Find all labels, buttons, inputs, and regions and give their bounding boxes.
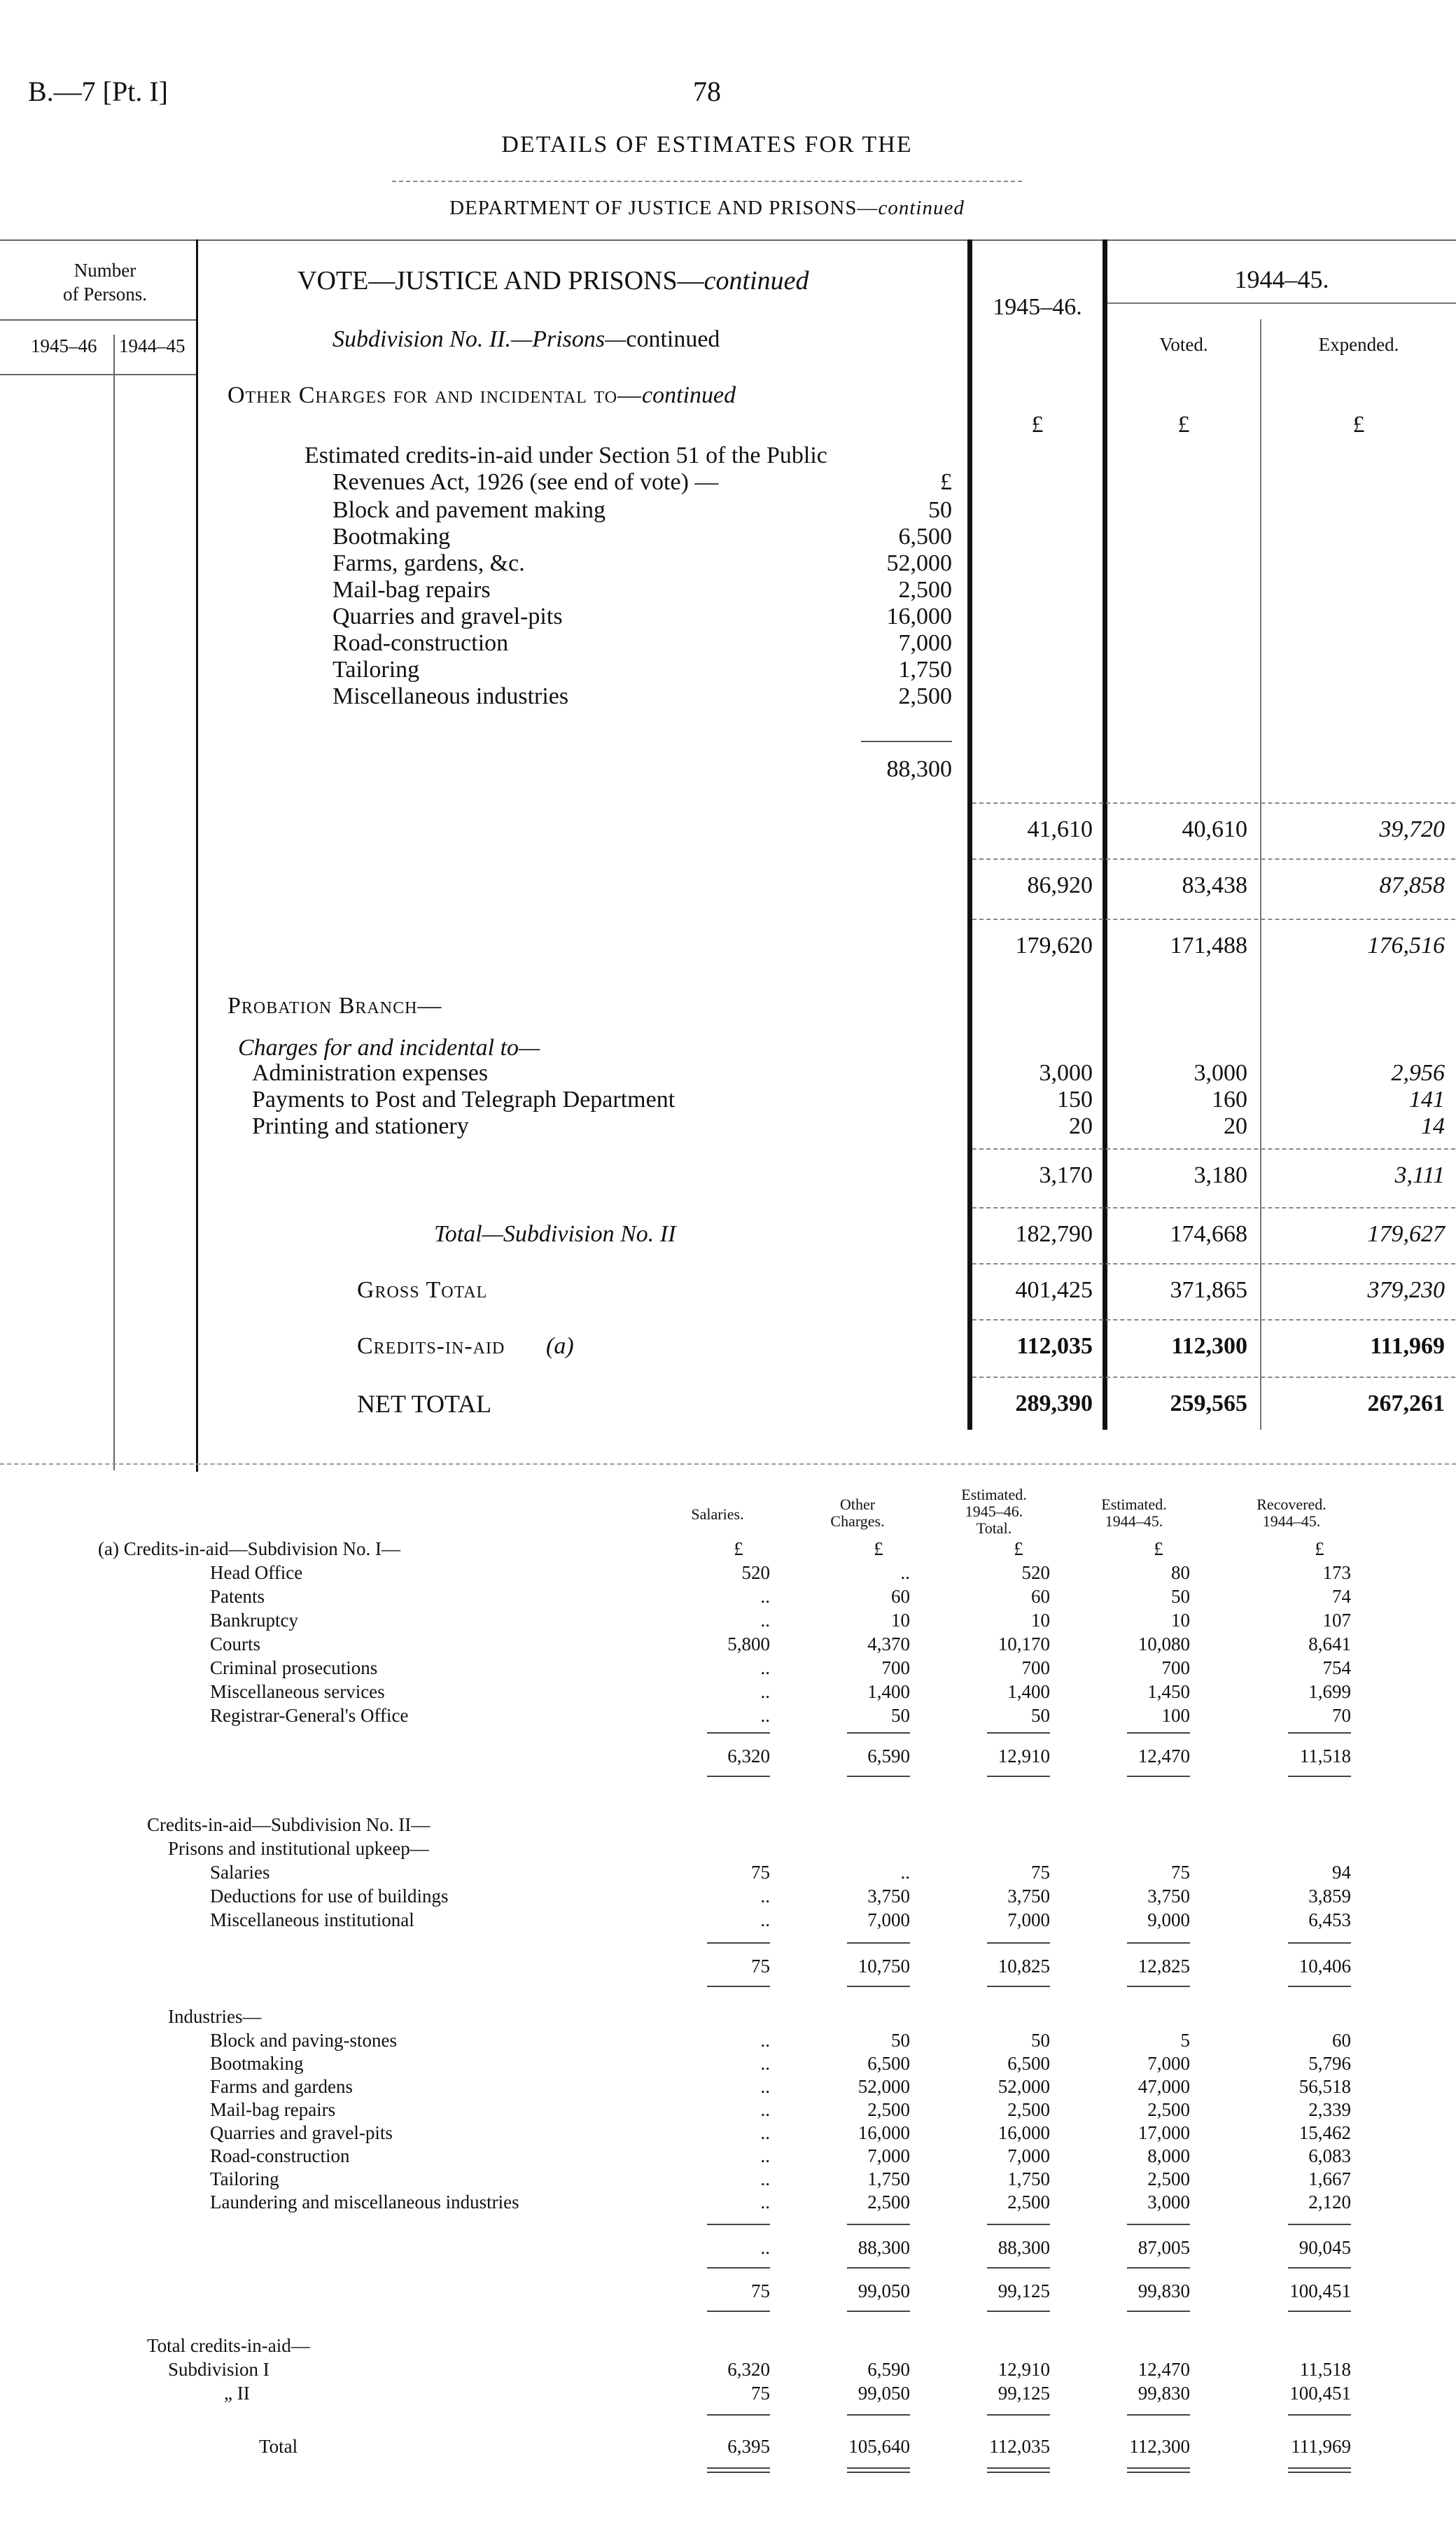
fn-industries-row-e44: 8,000 bbox=[1147, 2145, 1190, 2166]
fn-sub1-row-e44: 50 bbox=[1171, 1586, 1190, 1607]
fn-total-row-oth: 99,050 bbox=[858, 2383, 910, 2404]
credit-item-label: Miscellaneous industries bbox=[332, 683, 569, 709]
header-1944-45: 1944–45. bbox=[1234, 265, 1329, 293]
fn-sub1-row-rec: 74 bbox=[1332, 1586, 1351, 1607]
fn-sub1-row-est: 520 bbox=[1021, 1562, 1050, 1583]
page-reference: B.—7 [Pt. I] bbox=[28, 76, 168, 107]
fn-pound-oth: £ bbox=[874, 1538, 883, 1559]
fn-prisons-total-oth: 10,750 bbox=[858, 1956, 910, 1977]
fn-sub1-row-oth: 10 bbox=[891, 1610, 910, 1631]
fn-sub2-total-oth: 99,050 bbox=[858, 2280, 910, 2301]
credit-item-label: Quarries and gravel-pits bbox=[332, 604, 563, 629]
gross-total-label: Gross Total bbox=[357, 1277, 488, 1303]
fn-grand-est: 112,035 bbox=[989, 2436, 1050, 2457]
fn-prisons-row-e44: 3,750 bbox=[1147, 1886, 1190, 1907]
fn-sub1-row-est: 700 bbox=[1021, 1657, 1050, 1678]
fn-header-est-year: 1945–46. bbox=[965, 1503, 1023, 1520]
fn-sub1-row-sal: .. bbox=[760, 1610, 770, 1631]
fn-sub1-row-e44: 700 bbox=[1161, 1657, 1190, 1678]
credit-item-value: 1,750 bbox=[898, 657, 952, 683]
fn-total-row-oth: 6,590 bbox=[867, 2359, 910, 2380]
fn-industries-row-label: Road-construction bbox=[210, 2145, 350, 2166]
fn-sub1-row-label: Miscellaneous services bbox=[210, 1681, 385, 1702]
fn-prisons-row-oth: 7,000 bbox=[867, 1909, 910, 1930]
fn-header-estimated-44-year: 1944–45. bbox=[1105, 1512, 1163, 1530]
fn-sub1-row-oth: 1,400 bbox=[867, 1681, 910, 1702]
fn-prisons-total-est: 10,825 bbox=[997, 1956, 1050, 1977]
fn-industries-row-e44: 17,000 bbox=[1138, 2122, 1190, 2143]
fn-total-row-label: „ II bbox=[224, 2383, 250, 2404]
fn-sub1-row-oth: .. bbox=[900, 1562, 910, 1583]
fn-industries-row-label: Block and paving-stones bbox=[210, 2030, 397, 2051]
credit-item-value: 52,000 bbox=[886, 550, 952, 576]
fn-prisons-row-sal: 75 bbox=[751, 1862, 770, 1883]
subtotal-expended: 39,720 bbox=[1379, 816, 1445, 842]
fn-industries-row-oth: 6,500 bbox=[867, 2053, 910, 2074]
fn-prisons-row-est: 75 bbox=[1031, 1862, 1050, 1883]
fn-sub1-row-sal: .. bbox=[760, 1681, 770, 1702]
fn-sub2-total-e44: 99,830 bbox=[1138, 2280, 1190, 2301]
fn-sub2-total-est: 99,125 bbox=[997, 2280, 1050, 2301]
fn-pound-e44: £ bbox=[1154, 1538, 1163, 1559]
fn-prisons-row-est: 3,750 bbox=[1007, 1886, 1050, 1907]
fn-industries-row-oth: 7,000 bbox=[867, 2145, 910, 2166]
credits-in-aid-label: Credits-in-aid bbox=[357, 1333, 505, 1359]
credits-intro-line2: Revenues Act, 1926 (see end of vote) — bbox=[332, 469, 719, 495]
year-1945-46-header: 1945–46 bbox=[31, 335, 97, 356]
subdiv-voted: 174,668 bbox=[1170, 1221, 1247, 1247]
fn-prisons-label: Prisons and institutional upkeep— bbox=[168, 1838, 429, 1859]
credit-item-label: Farms, gardens, &c. bbox=[332, 550, 525, 576]
subtotal-expended: 176,516 bbox=[1367, 933, 1445, 959]
fn-sub1-row-est: 60 bbox=[1031, 1586, 1050, 1607]
fn-prisons-row-est: 7,000 bbox=[1007, 1909, 1050, 1930]
fn-sub1-row-e44: 80 bbox=[1171, 1562, 1190, 1583]
fn-industries-row-rec: 5,796 bbox=[1308, 2053, 1351, 2074]
fn-sub1-total-oth: 6,590 bbox=[867, 1746, 910, 1767]
fn-sub2-total-sal: 75 bbox=[751, 2280, 770, 2301]
credits-pound: £ bbox=[940, 469, 952, 495]
fn-industries-row-sal: .. bbox=[760, 2053, 770, 2074]
probation-item-voted: 20 bbox=[1224, 1113, 1247, 1139]
credits-expended: 111,969 bbox=[1370, 1333, 1445, 1359]
fn-sub1-row-sal: .. bbox=[760, 1705, 770, 1726]
subdiv-1945: 182,790 bbox=[1015, 1221, 1093, 1247]
number-header: Number bbox=[74, 260, 136, 281]
fn-industries-row-rec: 56,518 bbox=[1298, 2076, 1351, 2097]
credits-in-aid-note: (a) bbox=[546, 1333, 574, 1359]
fn-total-label: Total credits-in-aid— bbox=[147, 2335, 310, 2356]
fn-grand-oth: 105,640 bbox=[848, 2436, 910, 2457]
fn-sub1-row-est: 10 bbox=[1031, 1610, 1050, 1631]
fn-grand-label: Total bbox=[259, 2436, 298, 2457]
subtotal-1945: 179,620 bbox=[1015, 933, 1093, 959]
subtotal-1945: 86,920 bbox=[1027, 872, 1093, 898]
department-title: DEPARTMENT OF JUSTICE AND PRISONS—continued bbox=[449, 197, 965, 219]
fn-sub1-row-e44: 10,080 bbox=[1138, 1633, 1190, 1654]
fn-industries-row-est: 1,750 bbox=[1007, 2168, 1050, 2189]
fn-industries-row-e44: 3,000 bbox=[1147, 2192, 1190, 2213]
probation-heading: Probation Branch— bbox=[227, 993, 442, 1019]
probation-item-expended: 14 bbox=[1421, 1113, 1445, 1139]
other-charges-heading: Other Charges for and incidental to—continued bbox=[227, 382, 736, 408]
fn-industries-row-e44: 47,000 bbox=[1138, 2076, 1190, 2097]
fn-industries-row-rec: 2,120 bbox=[1308, 2192, 1351, 2213]
fn-sub2-total-rec: 100,451 bbox=[1289, 2280, 1351, 2301]
subtotal-voted: 83,438 bbox=[1182, 872, 1247, 898]
fn-sub1-row-e44: 100 bbox=[1161, 1705, 1190, 1726]
year-1944-45-header: 1944–45 bbox=[119, 335, 186, 356]
fn-industries-row-e44: 7,000 bbox=[1147, 2053, 1190, 2074]
fn-pound-rec: £ bbox=[1315, 1538, 1324, 1559]
divider-1944 bbox=[1102, 239, 1107, 1430]
credit-item-label: Mail-bag repairs bbox=[332, 577, 491, 603]
fn-prisons-row-e44: 9,000 bbox=[1147, 1909, 1190, 1930]
subtotal-expended: 87,858 bbox=[1379, 872, 1445, 898]
fn-header-recovered-year: 1944–45. bbox=[1262, 1512, 1321, 1530]
fn-prisons-total-rec: 10,406 bbox=[1298, 1956, 1351, 1977]
credits-1945: 112,035 bbox=[1016, 1333, 1093, 1359]
fn-total-row-sal: 6,320 bbox=[727, 2359, 770, 2380]
fn-industries-row-e44: 2,500 bbox=[1147, 2168, 1190, 2189]
fn-sub1-row-rec: 70 bbox=[1332, 1705, 1351, 1726]
fn-sub1-row-label: Criminal prosecutions bbox=[210, 1657, 378, 1678]
fn-industries-row-label: Quarries and gravel-pits bbox=[210, 2122, 393, 2143]
fn-industries-row-rec: 6,083 bbox=[1308, 2145, 1351, 2166]
fn-sub2-label: Credits-in-aid—Subdivision No. II— bbox=[147, 1814, 430, 1835]
divider-1945 bbox=[967, 239, 972, 1430]
fn-industries-total-rec: 90,045 bbox=[1298, 2237, 1351, 2258]
probation-item-expended: 2,956 bbox=[1391, 1060, 1445, 1086]
credits-intro-line1: Estimated credits-in-aid under Section 51 of the Public bbox=[304, 443, 827, 468]
fn-sub1-row-rec: 107 bbox=[1322, 1610, 1351, 1631]
header-expended: Expended. bbox=[1318, 334, 1399, 355]
subdiv-expended: 179,627 bbox=[1367, 1221, 1445, 1247]
net-1945: 289,390 bbox=[1015, 1391, 1093, 1416]
fn-industries-total-oth: 88,300 bbox=[858, 2237, 910, 2258]
credit-item-value: 16,000 bbox=[886, 604, 952, 629]
fn-industries-row-label: Tailoring bbox=[210, 2168, 279, 2189]
probation-item-label: Printing and stationery bbox=[252, 1113, 469, 1139]
subtotal-voted: 40,610 bbox=[1182, 816, 1247, 842]
fn-sub1-row-label: Registrar-General's Office bbox=[210, 1705, 409, 1726]
fn-prisons-row-label: Salaries bbox=[210, 1862, 270, 1883]
fn-industries-row-oth: 1,750 bbox=[867, 2168, 910, 2189]
fn-sub1-total-rec: 11,518 bbox=[1299, 1746, 1351, 1767]
probation-item-voted: 160 bbox=[1212, 1087, 1247, 1113]
vote-title: VOTE—JUSTICE AND PRISONS—continued bbox=[298, 266, 809, 295]
probation-total-expended: 3,111 bbox=[1394, 1162, 1445, 1188]
probation-charges-heading: Charges for and incidental to— bbox=[238, 1035, 540, 1061]
fn-header-charges: Charges. bbox=[830, 1512, 885, 1530]
fn-industries-row-est: 50 bbox=[1031, 2030, 1050, 2051]
fn-industries-row-est: 52,000 bbox=[997, 2076, 1050, 2097]
fn-sub1-row-est: 50 bbox=[1031, 1705, 1050, 1726]
fn-industries-row-e44: 5 bbox=[1180, 2030, 1190, 2051]
credit-item-label: Bootmaking bbox=[332, 524, 451, 550]
fn-sub1-row-label: Patents bbox=[210, 1586, 265, 1607]
fn-sub1-total-sal: 6,320 bbox=[727, 1746, 770, 1767]
fn-grand-rec: 111,969 bbox=[1291, 2436, 1351, 2457]
credit-item-label: Block and pavement making bbox=[332, 497, 606, 523]
fn-industries-row-est: 16,000 bbox=[997, 2122, 1050, 2143]
fn-industries-row-label: Mail-bag repairs bbox=[210, 2099, 336, 2120]
gross-expended: 379,230 bbox=[1367, 1277, 1445, 1303]
page-title: DETAILS OF ESTIMATES FOR THE bbox=[501, 132, 913, 158]
fn-industries-row-sal: .. bbox=[760, 2030, 770, 2051]
fn-pound-est: £ bbox=[1014, 1538, 1023, 1559]
fn-sub1-total-est: 12,910 bbox=[997, 1746, 1050, 1767]
fn-sub1-row-oth: 700 bbox=[881, 1657, 910, 1678]
fn-header-other: Other bbox=[839, 1496, 876, 1513]
net-total-label: NET TOTAL bbox=[357, 1390, 492, 1418]
fn-industries-total-est: 88,300 bbox=[997, 2237, 1050, 2258]
fn-prisons-row-rec: 3,859 bbox=[1308, 1886, 1351, 1907]
gross-voted: 371,865 bbox=[1170, 1277, 1247, 1303]
probation-item-1945: 20 bbox=[1069, 1113, 1093, 1139]
fn-industries-row-e44: 2,500 bbox=[1147, 2099, 1190, 2120]
fn-total-row-est: 12,910 bbox=[997, 2359, 1050, 2380]
total-subdivision-label: Total—Subdivision No. II bbox=[434, 1221, 676, 1247]
fn-industries-row-sal: .. bbox=[760, 2168, 770, 2189]
fn-sub1-row-rec: 8,641 bbox=[1308, 1633, 1351, 1654]
fn-grand-e44: 112,300 bbox=[1129, 2436, 1190, 2457]
header-1945-46: 1945–46. bbox=[993, 294, 1082, 320]
fn-industries-row-sal: .. bbox=[760, 2099, 770, 2120]
credit-item-value: 7,000 bbox=[898, 630, 952, 656]
fn-sub1-row-oth: 60 bbox=[891, 1586, 910, 1607]
pound-1945: £ bbox=[1031, 412, 1044, 438]
fn-prisons-total-e44: 12,825 bbox=[1138, 1956, 1190, 1977]
fn-sub1-row-rec: 173 bbox=[1322, 1562, 1351, 1583]
probation-item-voted: 3,000 bbox=[1194, 1060, 1247, 1086]
fn-sub1-row-sal: 5,800 bbox=[727, 1633, 770, 1654]
page-number: 78 bbox=[693, 76, 721, 107]
fn-sub1-row-oth: 4,370 bbox=[867, 1633, 910, 1654]
fn-industries-row-rec: 15,462 bbox=[1298, 2122, 1351, 2143]
fn-sub1-row-e44: 10 bbox=[1171, 1610, 1190, 1631]
fn-header-salaries: Salaries. bbox=[691, 1505, 744, 1523]
probation-total-voted: 3,180 bbox=[1194, 1162, 1247, 1188]
fn-industries-total-sal: .. bbox=[760, 2237, 770, 2258]
fn-total-row-rec: 11,518 bbox=[1299, 2359, 1351, 2380]
probation-item-1945: 3,000 bbox=[1039, 1060, 1093, 1086]
fn-header-estimated: Estimated. bbox=[961, 1486, 1027, 1503]
net-expended: 267,261 bbox=[1367, 1391, 1445, 1416]
fn-industries-row-est: 2,500 bbox=[1007, 2099, 1050, 2120]
net-voted: 259,565 bbox=[1170, 1391, 1247, 1416]
fn-sub1-row-est: 1,400 bbox=[1007, 1681, 1050, 1702]
fn-industries-row-oth: 52,000 bbox=[858, 2076, 910, 2097]
fn-prisons-row-label: Miscellaneous institutional bbox=[210, 1909, 414, 1930]
fn-industries-row-oth: 2,500 bbox=[867, 2099, 910, 2120]
fn-sub1-row-label: Courts bbox=[210, 1633, 261, 1654]
pound-expended: £ bbox=[1352, 412, 1365, 438]
fn-header-total: Total. bbox=[976, 1519, 1012, 1537]
fn-sub1-row-sal: .. bbox=[760, 1657, 770, 1678]
fn-total-row-e44: 12,470 bbox=[1138, 2359, 1190, 2380]
fn-industries-row-oth: 16,000 bbox=[858, 2122, 910, 2143]
credit-item-label: Road-construction bbox=[332, 630, 509, 656]
probation-item-1945: 150 bbox=[1057, 1087, 1093, 1113]
subtotal-voted: 171,488 bbox=[1170, 933, 1247, 959]
probation-item-label: Administration expenses bbox=[252, 1060, 489, 1086]
fn-industries-label: Industries— bbox=[168, 2006, 262, 2027]
fn-prisons-row-rec: 94 bbox=[1332, 1862, 1351, 1883]
credit-item-value: 2,500 bbox=[898, 577, 952, 603]
fn-sub1-row-sal: .. bbox=[760, 1586, 770, 1607]
fn-industries-row-est: 2,500 bbox=[1007, 2192, 1050, 2213]
fn-total-row-sal: 75 bbox=[751, 2383, 770, 2404]
fn-grand-sal: 6,395 bbox=[727, 2436, 770, 2457]
credit-item-value: 6,500 bbox=[898, 524, 952, 550]
fn-total-row-rec: 100,451 bbox=[1289, 2383, 1351, 2404]
fn-sub1-row-rec: 1,699 bbox=[1308, 1681, 1351, 1702]
fn-sub1-row-label: Bankruptcy bbox=[210, 1610, 298, 1631]
fn-industries-row-est: 6,500 bbox=[1007, 2053, 1050, 2074]
fn-industries-row-sal: .. bbox=[760, 2076, 770, 2097]
gross-1945: 401,425 bbox=[1015, 1277, 1093, 1303]
fn-industries-row-rec: 60 bbox=[1332, 2030, 1351, 2051]
fn-industries-total-e44: 87,005 bbox=[1138, 2237, 1190, 2258]
credit-item-label: Tailoring bbox=[332, 657, 420, 683]
credits-total: 88,300 bbox=[886, 756, 952, 782]
fn-industries-row-est: 7,000 bbox=[1007, 2145, 1050, 2166]
fn-prisons-row-e44: 75 bbox=[1171, 1862, 1190, 1883]
fn-industries-row-oth: 2,500 bbox=[867, 2192, 910, 2213]
fn-sub1-row-rec: 754 bbox=[1322, 1657, 1351, 1678]
fn-prisons-total-sal: 75 bbox=[751, 1956, 770, 1977]
probation-item-label: Payments to Post and Telegraph Department bbox=[252, 1087, 676, 1113]
fn-sub1-row-oth: 50 bbox=[891, 1705, 910, 1726]
fn-sub1-row-est: 10,170 bbox=[997, 1633, 1050, 1654]
fn-prisons-row-sal: .. bbox=[760, 1909, 770, 1930]
credit-item-value: 2,500 bbox=[898, 683, 952, 709]
fn-industries-row-sal: .. bbox=[760, 2122, 770, 2143]
fn-prisons-row-rec: 6,453 bbox=[1308, 1909, 1351, 1930]
divider-left bbox=[196, 239, 198, 1472]
fn-sub1-total-e44: 12,470 bbox=[1138, 1746, 1190, 1767]
fn-industries-row-label: Farms and gardens bbox=[210, 2076, 353, 2097]
fn-sub1-row-e44: 1,450 bbox=[1147, 1681, 1190, 1702]
fn-industries-row-sal: .. bbox=[760, 2192, 770, 2213]
fn-industries-row-label: Laundering and miscellaneous industries bbox=[210, 2192, 519, 2213]
fn-prisons-row-sal: .. bbox=[760, 1886, 770, 1907]
header-voted: Voted. bbox=[1159, 334, 1208, 355]
fn-industries-row-label: Bootmaking bbox=[210, 2053, 304, 2074]
fn-sub1-row-sal: 520 bbox=[741, 1562, 770, 1583]
fn-total-row-e44: 99,830 bbox=[1138, 2383, 1190, 2404]
fn-industries-row-oth: 50 bbox=[891, 2030, 910, 2051]
pound-voted: £ bbox=[1177, 412, 1190, 438]
fn-industries-row-rec: 2,339 bbox=[1308, 2099, 1351, 2120]
persons-header: of Persons. bbox=[63, 284, 147, 305]
fn-sub1-label: (a) Credits-in-aid—Subdivision No. I— bbox=[98, 1538, 400, 1559]
fn-industries-row-sal: .. bbox=[760, 2145, 770, 2166]
subtotal-1945: 41,610 bbox=[1027, 816, 1093, 842]
fn-header-recovered: Recovered. bbox=[1256, 1496, 1326, 1513]
fn-prisons-row-label: Deductions for use of buildings bbox=[210, 1886, 449, 1907]
probation-total-1945: 3,170 bbox=[1039, 1162, 1093, 1188]
fn-header-estimated-44: Estimated. bbox=[1101, 1496, 1167, 1513]
fn-total-row-label: Subdivision I bbox=[168, 2359, 270, 2380]
fn-total-row-est: 99,125 bbox=[997, 2383, 1050, 2404]
fn-industries-row-rec: 1,667 bbox=[1308, 2168, 1351, 2189]
subdivision-title: Subdivision No. II.—Prisons—continued bbox=[332, 326, 720, 352]
fn-prisons-row-oth: .. bbox=[900, 1862, 910, 1883]
fn-pound-sal: £ bbox=[734, 1538, 743, 1559]
fn-sub1-row-label: Head Office bbox=[210, 1562, 303, 1583]
probation-item-expended: 141 bbox=[1409, 1087, 1445, 1113]
credits-voted: 112,300 bbox=[1171, 1333, 1247, 1359]
credit-item-value: 50 bbox=[928, 497, 952, 523]
fn-prisons-row-oth: 3,750 bbox=[867, 1886, 910, 1907]
